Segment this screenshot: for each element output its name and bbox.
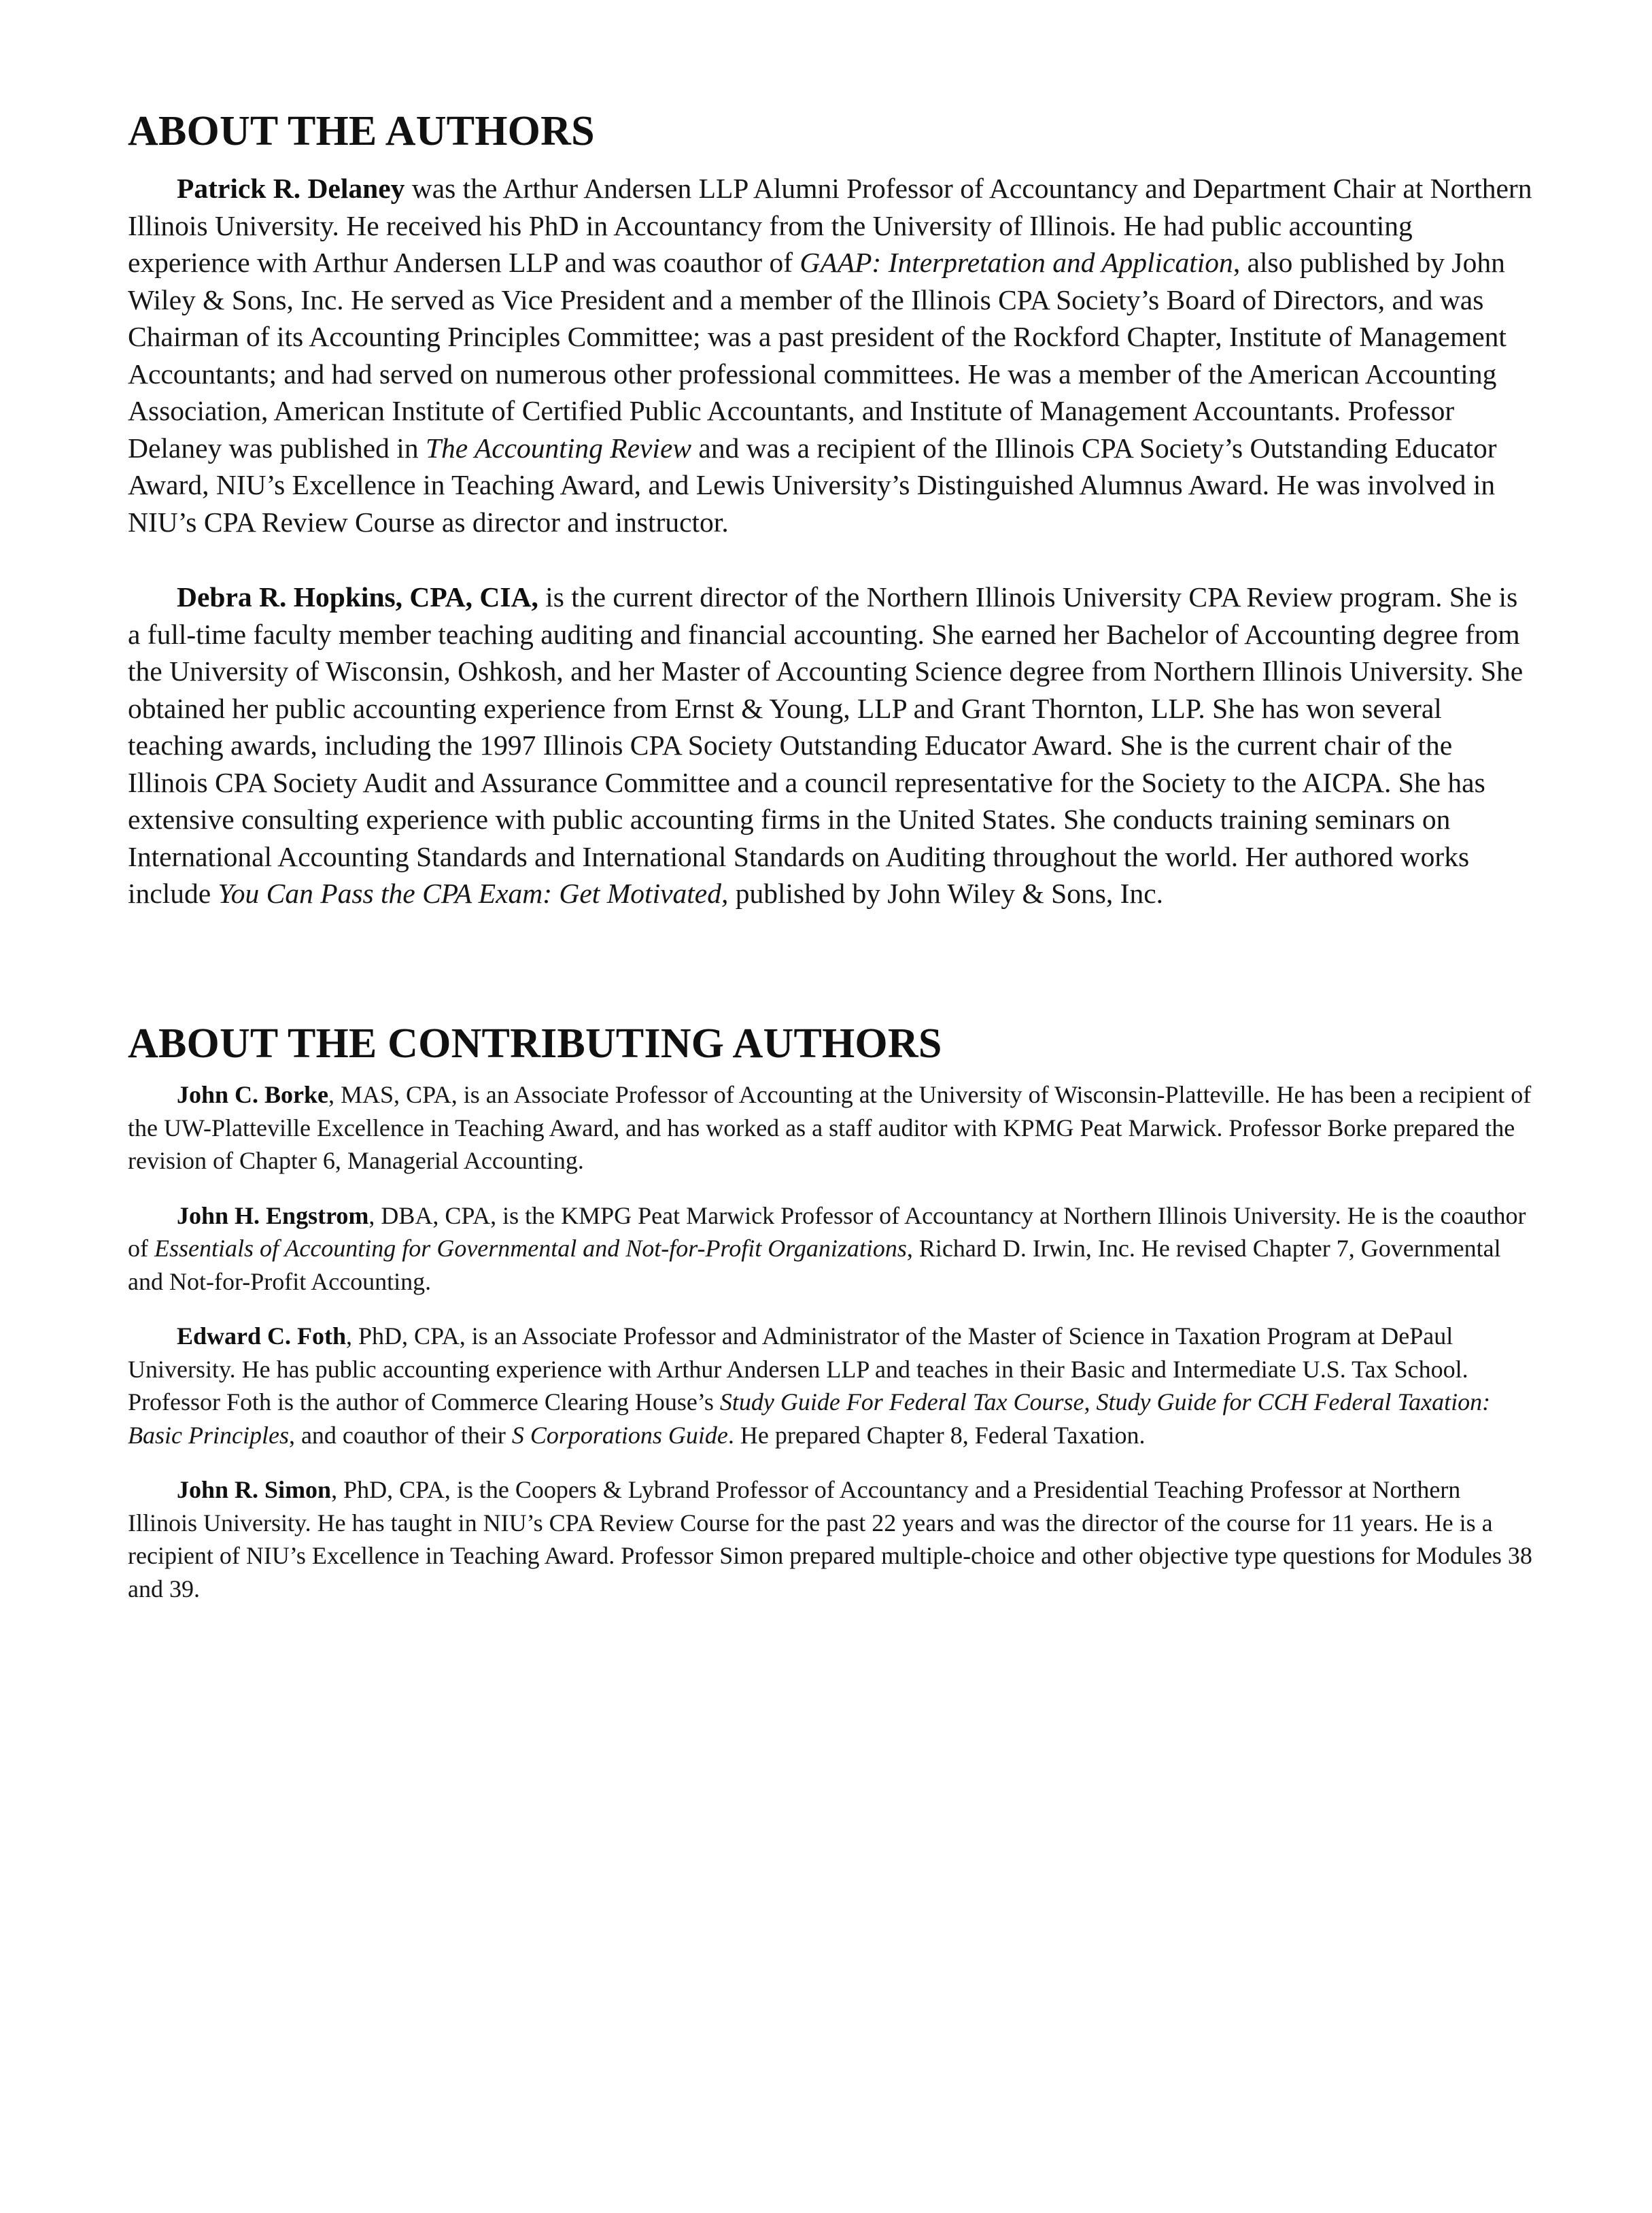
engstrom-book-title: Essentials of Accounting for Governmental and Not-for-Profit Organizations	[154, 1235, 907, 1262]
about-authors-heading: ABOUT THE AUTHORS	[128, 108, 595, 154]
foth-bio-paragraph	[128, 1320, 1535, 1452]
delaney-bio-paragraph	[128, 170, 1535, 541]
foth-bio-text-3: . He prepared Chapter 8, Federal Taxation.	[727, 1421, 1146, 1449]
hopkins-book-title: You Can Pass the CPA Exam: Get Motivated,	[218, 878, 729, 909]
simon-bio-text: , PhD, CPA, is the Coopers & Lybrand Professor of Accountancy and a Presidential Teaching Professor at Northern Illinois University. He has taught in NIU’s CPA Review Course for the past 22 years and was the director of the course for 11 years. He is a recipient of NIU’s Excellence in Teaching Award. Professor Simon prepared multiple-choice and other objective type questions for Modules 38 and 39.	[128, 1476, 1532, 1602]
delaney-name: Patrick R. Delaney	[177, 173, 405, 204]
borke-name: John C. Borke	[177, 1081, 329, 1108]
engstrom-bio-text-2: , Richard D. Irwin, Inc. He revised Chapter 7, Governmental and Not-for-Profit Accounting.	[128, 1235, 1501, 1295]
hopkins-bio-text-2: published by John Wiley & Sons, Inc.	[728, 878, 1163, 909]
foth-corporations-guide-title: S Corporations Guide	[511, 1421, 728, 1449]
engstrom-bio-text-1: , DBA, CPA, is the KMPG Peat Marwick Professor of Accountancy at Northern Illinois University. He is the coauthor of	[128, 1201, 1526, 1262]
borke-bio-paragraph	[128, 1078, 1535, 1178]
contributing-authors-section	[128, 1020, 1535, 1627]
engstrom-bio-paragraph	[128, 1199, 1535, 1299]
foth-study-guide-titles: Study Guide For Federal Tax Course, Study Guide for CCH Federal Taxation: Basic Principles	[128, 1388, 1491, 1449]
contributing-authors-heading: ABOUT THE CONTRIBUTING AUTHORS	[128, 1020, 942, 1067]
hopkins-bio-paragraph	[128, 579, 1535, 912]
delaney-bio-text-3: and was a recipient of the Illinois CPA Society’s Outstanding Educator Award, NIU’s Excellence in Teaching Award, and Lewis University’s Distinguished Alumnus Award. He was involved in NIU’s CPA Review Course as director and instructor.	[128, 432, 1497, 538]
about-authors-section	[128, 107, 1535, 912]
engstrom-name: John H. Engstrom	[177, 1201, 369, 1229]
hopkins-bio-text-1: is the current director of the Northern Illinois University CPA Review program. She is a full-time faculty member teaching auditing and financial accounting. She earned her Bachelor of Accounting degree from the University of Wisconsin, Oshkosh, and her Master of Accounting Science degree from Northern Illinois University. She obtained her public accounting experience from Ernst & Young, LLP and Grant Thornton, LLP. She has won several teaching awards, including the 1997 Illinois CPA Society Outstanding Educator Award. She is the current chair of the Illinois CPA Society Audit and Assurance Committee and a council representative for the Society to the AICPA. She has extensive consulting experience with public accounting firms in the United States. She conducts training seminars on International Accounting Standards and International Standards on Auditing throughout the world. Her authored works include	[128, 581, 1524, 909]
simon-name: John R. Simon	[177, 1476, 332, 1503]
delaney-bio-text-2: , also published by John Wiley & Sons, Inc. He served as Vice President and a member of the Illinois CPA Society’s Board of Directors, and was Chairman of its Accounting Principles Committee; was a past president of the Rockford Chapter, Institute of Management Accountants; and had served on numerous other professional committees. He was a member of the American Accounting Association, American Institute of Certified Public Accountants, and Institute of Management Accountants. Professor Delaney was published in	[128, 247, 1507, 464]
foth-bio-text-2: , and coauthor of their	[288, 1421, 512, 1449]
delaney-journal-title: The Accounting Review	[425, 432, 692, 464]
hopkins-name: Debra R. Hopkins, CPA, CIA,	[177, 581, 538, 613]
foth-bio-text-1: , PhD, CPA, is an Associate Professor and Administrator of the Master of Science in Taxation Program at DePaul University. He has public accounting experience with Arthur Andersen LLP and teaches in their Basic and Intermediate U.S. Tax School. Professor Foth is the author of Commerce Clearing House’s	[128, 1322, 1468, 1416]
simon-bio-paragraph	[128, 1473, 1535, 1605]
borke-bio-text: , MAS, CPA, is an Associate Professor of Accounting at the University of Wisconsin-Platteville. He has been a recipient of the UW-Platteville Excellence in Teaching Award, and has worked as a staff auditor with KPMG Peat Marwick. Professor Borke prepared the revision of Chapter 6, Managerial Accounting.	[128, 1081, 1532, 1174]
delaney-bio-text-1: was the Arthur Andersen LLP Alumni Professor of Accountancy and Department Chair at Northern Illinois University. He received his PhD in Accountancy from the University of Illinois. He had public accounting experience with Arthur Andersen LLP and was coauthor of	[128, 173, 1532, 278]
foth-name: Edward C. Foth	[177, 1322, 347, 1350]
delaney-book-title: GAAP: Interpretation and Application	[799, 247, 1233, 278]
